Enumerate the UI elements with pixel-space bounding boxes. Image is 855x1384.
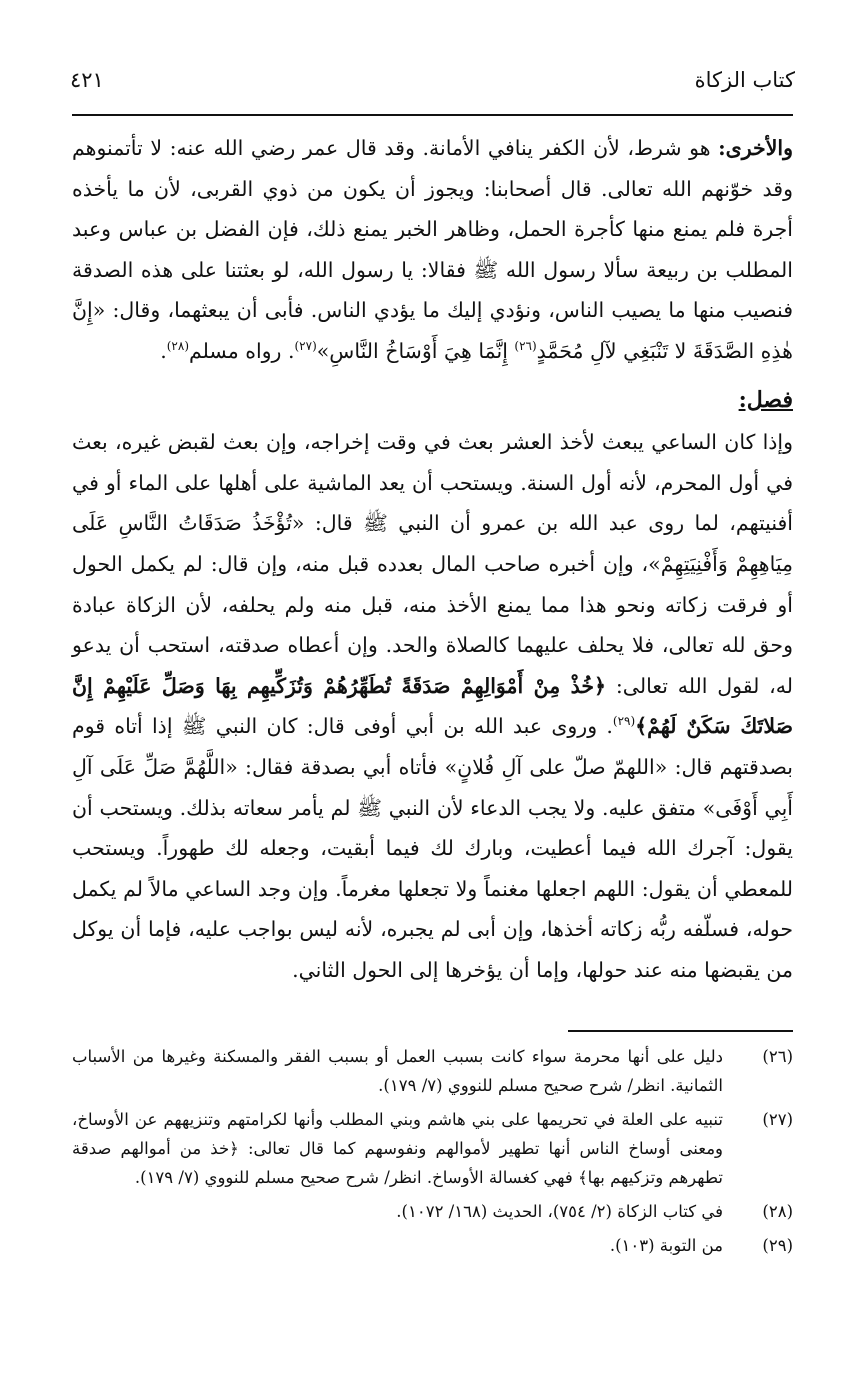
- footnote-rule: [568, 1030, 793, 1032]
- footnote-number: (٢٦): [762, 1047, 793, 1066]
- footnote-number: (٢٧): [762, 1110, 793, 1129]
- running-title: كتاب الزكاة: [694, 68, 795, 92]
- paragraph-text: . رواه مسلم: [189, 338, 295, 363]
- footnote-number: (٢٩): [762, 1236, 793, 1255]
- footnote-ref-29[interactable]: (٢٩): [612, 714, 636, 729]
- footnote-text: من التوبة (١٠٣).: [609, 1236, 723, 1255]
- main-text: [72, 128, 793, 990]
- paragraph-text: . وروى عبد الله بن أبي أوفى قال: كان النبي ﷺ إذا أتاه قوم بصدقتهم قال: «اللهمّ صلّ على آلِ فُلانٍ» فأتاه أبي بصدقة فقال: «اللَّهُمَّ صَلِّ عَلَى آلِ أَبِي أَوْفَى» متفق عليه. ولا يجب الدعاء لأن النبي ﷺ لم يأمر سعاته بذلك. ويستحب أن يقول: آجرك الله فيما أعطيت، وبارك لك فيما أبقيت، وجعله لك طهوراً. ويستحب للمعطي أن يقول: اللهم اجعلها مغنماً ولا تجعلها مغرماً. وإن وجد الساعي مالاً لم يكمل حوله، فسلّفه ربُّه زكاته أخذها، وإن أبى لم يجبره، لأنه ليس بواجب عليه، فإما أن يوكل من يقبضها منه عند حولها، وإما أن يؤخرها إلى الحول الثاني.: [72, 714, 793, 982]
- paragraph-lead: والأخرى:: [718, 136, 793, 160]
- footnote-text: في كتاب الزكاة (٢/ ٧٥٤)، الحديث (١٦٨/ ١٠٧٢).: [396, 1202, 723, 1221]
- footnote-item: [72, 1231, 793, 1260]
- footnote-item: [72, 1197, 793, 1226]
- footnote-ref-26[interactable]: (٢٦): [514, 339, 537, 354]
- section-heading: فصل:: [738, 386, 793, 413]
- footnote-text: تنبيه على العلة في تحريمها على بني هاشم وبني المطلب وأنها لكرامتهم وتنزيههم عن الأوساخ، ومعنى أوساخ الناس أنها تطهير لأموالهم ونفوسهم كما قال تعالى: ﴿خذ من أموالهم صدقة تطهرهم وتزكيهم بها﴾ فهي كغسالة الأوساخ. انظر/ شرح صحيح مسلم للنووي (٧/ ١٧٩).: [72, 1110, 723, 1187]
- quran-verse: ﴿خُذْ مِنْ أَمْوَالِهِمْ صَدَقَةً تُطَهِّرُهُمْ وَتُزَكِّيهِم بِهَا وَصَلِّ عَلَيْهِمْ إِنَّ صَلاتَكَ سَكَنٌ لَهُمْ﴾: [72, 673, 793, 739]
- page-header: [70, 60, 795, 100]
- paragraph-text: وإذا كان الساعي يبعث لأخذ العشر بعث في وقت إخراجه، وإن بعث لقبض غيره، بعث في أول المحرم، لأنه أول السنة. ويستحب أن يعد الماشية على أهلها على الماء أو في أفنيتهم، لما روى عبد الله بن عمرو أن النبي ﷺ قال: «تُؤْخَذُ صَدَقَاتُ النَّاسِ عَلَى مِيَاهِهِمْ وَأَفْنِيَتِهِمْ»، وإن أخبره صاحب المال بعدده قبل منه، وإن قال: لم يكمل الحول أو فرقت زكاته ونحو هذا مما يمنع الأخذ منه، قبل منه ولم يحلفه، لأن الزكاة عبادة وحق لله تعالى، فلا يحلف عليهما كالصلاة والحد. وإن أعطاه صدقته، استحب أن يدعو له، لقول الله تعالى:: [72, 430, 793, 698]
- paragraph-text: هو شرط، لأن الكفر ينافي الأمانة. وقد قال عمر رضي الله عنه: لا تأتمنوهم وقد خوّنهم الله تعالى. قال أصحابنا: ويجوز أن يكون من ذوي القربى، لأن ما يأخذه أجرة فلم يمنع منها كأجرة الحمل، وظاهر الخبر يمنع ذلك، فإن الفضل بن عباس وعبد المطلب بن ربيعة سألا رسول الله ﷺ فقالا: يا رسول الله، لو بعثتنا على هذه الصدقة فنصيب منها ما يصيب الناس، ونؤدي إليك ما يؤدي الناس. فأبى أن يبعثهما، وقال: «إِنَّ هٰذِهِ الصَّدَقَةَ لا تَنْبَغِي لآلِ مُحَمَّدٍ: [72, 136, 793, 363]
- header-rule: [72, 114, 793, 116]
- paragraph-1: [72, 128, 793, 372]
- footnote-ref-27[interactable]: (٢٧): [294, 339, 317, 354]
- footnotes: [72, 1042, 793, 1265]
- footnote-ref-28[interactable]: (٢٨): [166, 339, 189, 354]
- paragraph-2: [72, 422, 793, 990]
- footnote-item: [72, 1042, 793, 1100]
- footnote-item: [72, 1105, 793, 1192]
- paragraph-text: .: [160, 338, 167, 363]
- footnote-text: دليل على أنها محرمة سواء كانت بسبب العمل أو بسبب الفقر والمسكنة وغيرها من الأسباب الثمانية. انظر/ شرح صحيح مسلم للنووي (٧/ ١٧٩).: [72, 1047, 723, 1095]
- paragraph-text: إِنَّمَا هِيَ أَوْسَاخُ النَّاسِ»: [316, 338, 515, 363]
- page-number: ٤٢١: [70, 68, 104, 92]
- footnote-number: (٢٨): [762, 1202, 793, 1221]
